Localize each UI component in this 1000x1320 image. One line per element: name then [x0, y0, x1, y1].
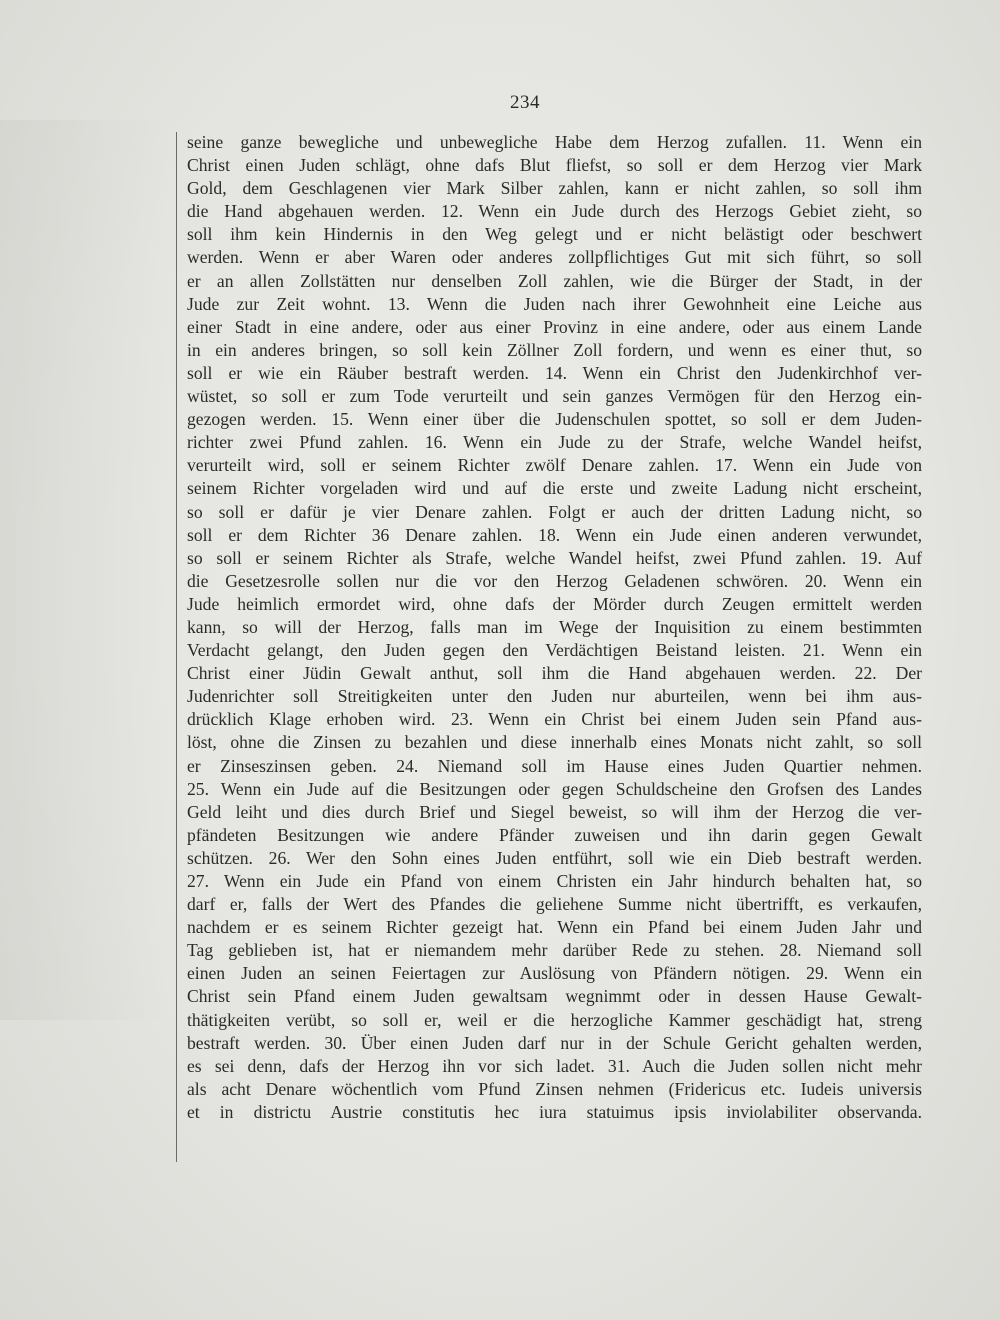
text-line: seine ganze bewegliche und unbewegliche Habe dem Herzog zufallen. 11. Wenn ein	[187, 132, 922, 152]
text-line: darf er, falls der Wert des Pfandes die geliehene Summe nicht übertrifft, es verkaufen,	[187, 894, 922, 915]
text-line: einen Juden an seinen Feiertagen zur Auslösung von Pfändern nötigen. 29. Wenn ein	[187, 963, 922, 984]
text-line: Jude zur Zeit wohnt. 13. Wenn die Juden nach ihrer Gewohnheit eine Leiche aus	[187, 293, 922, 314]
text-line: als acht Denare wöchentlich vom Pfund Zinsen nehmen (Fridericus etc. Iudeis universis	[187, 1078, 922, 1099]
text-line: Judenrichter soll Streitigkeiten unter den Juden nur aburteilen, wenn bei ihm aus-	[187, 686, 922, 707]
text-line: so soll er dafür je vier Denare zahlen. Folgt er auch der dritten Ladung nicht, so	[187, 501, 922, 522]
body-text	[187, 131, 922, 1124]
text-line: es sei denn, dafs der Herzog ihn vor sich ladet. 31. Auch die Juden sollen nicht mehr	[187, 1055, 922, 1076]
text-line: in ein anderes bringen, so soll kein Zöllner Zoll fordern, und wenn es einer thut, so	[187, 339, 922, 360]
text-line: einer Stadt in eine andere, oder aus einer Provinz in eine andere, oder aus einem Lande	[187, 316, 922, 337]
text-line: kann, so will der Herzog, falls man im Wege der Inquisition zu einem bestimmten	[187, 616, 922, 637]
margin-rule	[176, 132, 177, 1162]
text-line: Jude heimlich ermordet wird, ohne dafs der Mörder durch Zeugen ermittelt werden	[187, 593, 922, 614]
text-line: wüstet, so soll er zum Tode verurteilt und sein ganzes Vermögen für den Herzog ein-	[187, 386, 922, 407]
text-line: Christ einer Jüdin Gewalt anthut, soll ihm die Hand abgehauen werden. 22. Der	[187, 663, 922, 684]
text-line: bestraft werden. 30. Über einen Juden darf nur in der Schule Gericht gehalten werden,	[187, 1032, 922, 1053]
text-line: seinem Richter vorgeladen wird und auf die erste und zweite Ladung nicht erscheint,	[187, 478, 922, 499]
text-line: die Gesetzesrolle sollen nur die vor den Herzog Geladenen schwören. 20. Wenn ein	[187, 570, 922, 591]
text-line: richter zwei Pfund zahlen. 16. Wenn ein Jude zu der Strafe, welche Wandel heifst,	[187, 432, 922, 453]
text-line: gezogen werden. 15. Wenn einer über die Judenschulen spottet, so soll er dem Juden-	[187, 409, 922, 430]
text-line: 25. Wenn ein Jude auf die Besitzungen oder gegen Schuldscheine den Grofsen des Landes	[187, 778, 922, 799]
text-line: schützen. 26. Wer den Sohn eines Juden entführt, soll wie ein Dieb bestraft werden.	[187, 847, 922, 868]
text-line: er an allen Zollstätten nur denselben Zoll zahlen, wie die Bürger der Stadt, in der	[187, 270, 922, 291]
text-line: so soll er seinem Richter als Strafe, welche Wandel heifst, zwei Pfund zahlen. 19. Auf	[187, 547, 922, 568]
text-line: löst, ohne die Zinsen zu bezahlen und diese innerhalb eines Monats nicht zahlt, so soll	[187, 732, 922, 753]
text-line: et in districtu Austrie constitutis hec iura statuimus ipsis inviolabiliter observanda.	[187, 1101, 922, 1122]
text-line: Christ einen Juden schlägt, ohne dafs Blut fliefst, so soll er dem Herzog vier Mark	[187, 155, 922, 176]
text-line: nachdem er es seinem Richter gezeigt hat. Wenn ein Pfand bei einem Juden Jahr und	[187, 917, 922, 938]
text-line: soll ihm kein Hindernis in den Weg gelegt und er nicht belästigt oder beschwert	[187, 224, 922, 245]
text-line: er Zinseszinsen geben. 24. Niemand soll im Hause eines Juden Quartier nehmen.	[187, 755, 922, 776]
text-line: Tag geblieben ist, hat er niemandem mehr darüber Rede zu stehen. 28. Niemand soll	[187, 940, 922, 961]
text-line: die Hand abgehauen werden. 12. Wenn ein Jude durch des Herzogs Gebiet zieht, so	[187, 201, 922, 222]
page-number: 234	[510, 92, 540, 113]
text-line: Verdacht gelangt, den Juden gegen den Verdächtigen Beistand leisten. 21. Wenn ein	[187, 640, 922, 661]
text-line: werden. Wenn er aber Waren oder anderes zollpflichtiges Gut mit sich führt, so soll	[187, 247, 922, 268]
text-line: 27. Wenn ein Jude ein Pfand von einem Christen ein Jahr hindurch behalten hat, so	[187, 871, 922, 891]
text-line: Gold, dem Geschlagenen vier Mark Silber zahlen, kann er nicht zahlen, so soll ihm	[187, 178, 922, 199]
facing-page-bleed	[0, 120, 170, 1020]
text-line: pfändeten Besitzungen wie andere Pfänder zuweisen und ihn darin gegen Gewalt	[187, 824, 922, 845]
text-line: Geld leiht und dies durch Brief und Siegel beweist, so will ihm der Herzog die ver-	[187, 801, 922, 822]
text-line: drücklich Klage erhoben wird. 23. Wenn ein Christ bei einem Juden sein Pfand aus-	[187, 709, 922, 730]
text-line: verurteilt wird, soll er seinem Richter zwölf Denare zahlen. 17. Wenn ein Jude von	[187, 455, 922, 476]
text-line: thätigkeiten verübt, so soll er, weil er die herzogliche Kammer geschädigt hat, streng	[187, 1009, 922, 1030]
text-line: soll er dem Richter 36 Denare zahlen. 18. Wenn ein Jude einen anderen verwundet,	[187, 524, 922, 545]
text-line: Christ sein Pfand einem Juden gewaltsam wegnimmt oder in dessen Hause Gewalt-	[187, 986, 922, 1007]
text-line: soll er wie ein Räuber bestraft werden. 14. Wenn ein Christ den Judenkirchhof ver-	[187, 362, 922, 383]
